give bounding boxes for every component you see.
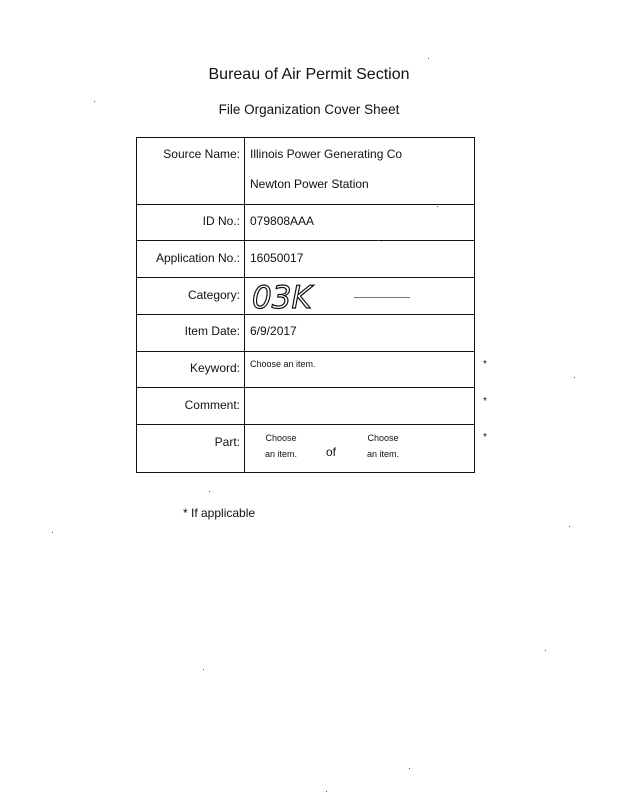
page-subtitle: File Organization Cover Sheet [218,102,400,117]
page-title: Bureau of Air Permit Section [208,66,410,83]
item-date-label: Item Date: [184,324,240,338]
keyword-required-marker: * [483,359,487,370]
comment-label: Comment: [184,398,240,412]
form-top-border [137,137,475,138]
scan-speck [569,526,570,527]
svg-text:03K: 03K [252,280,312,314]
form-bottom-border [137,472,475,473]
part-first-dropdown[interactable] [256,430,306,462]
part-label: Part: [214,435,240,449]
row-divider [137,314,475,315]
application-label: Application No.: [155,251,240,265]
column-divider [244,137,245,473]
scan-speck [326,791,327,792]
scan-speck [209,491,210,492]
keyword-dropdown[interactable]: Choose an item. [250,359,316,369]
comment-required-marker: * [483,396,487,407]
row-divider [137,387,475,388]
footnote: * If applicable [183,506,256,520]
source-name-label: Source Name: [163,147,240,161]
part-required-marker: * [483,432,487,443]
part-of-text: of [326,445,337,459]
part-second-dropdown-line2: an item. [366,449,399,459]
row-divider [137,204,475,205]
scan-speck [545,650,546,651]
row-divider [137,240,475,241]
source-name-value-line2: Newton Power Station [250,177,369,191]
scan-speck [52,532,53,533]
row-divider [137,351,475,352]
scan-speck [203,669,204,670]
scan-speck [94,101,95,102]
category-underline [354,297,410,298]
scan-speck [428,58,429,59]
part-second-dropdown[interactable] [358,430,408,462]
scan-speck [409,768,410,769]
scan-speck [378,240,379,241]
row-divider [137,424,475,425]
scan-speck [574,377,575,378]
application-value: 16050017 [250,251,304,265]
category-label: Category: [187,288,240,302]
part-first-dropdown-line1: Choose [265,433,297,443]
id-value: 079808AAA [250,214,315,228]
source-name-value: Illinois Power Generating Co [250,147,403,161]
form-right-border [474,137,475,473]
id-label: ID No.: [202,214,240,228]
part-first-dropdown-line2: an item. [264,449,297,459]
part-second-dropdown-line1: Choose [367,433,399,443]
category-handwritten-value [250,278,320,314]
keyword-label: Keyword: [189,361,240,375]
scan-speck [437,206,438,207]
form-left-border [136,137,137,473]
item-date-value: 6/9/2017 [250,324,297,338]
